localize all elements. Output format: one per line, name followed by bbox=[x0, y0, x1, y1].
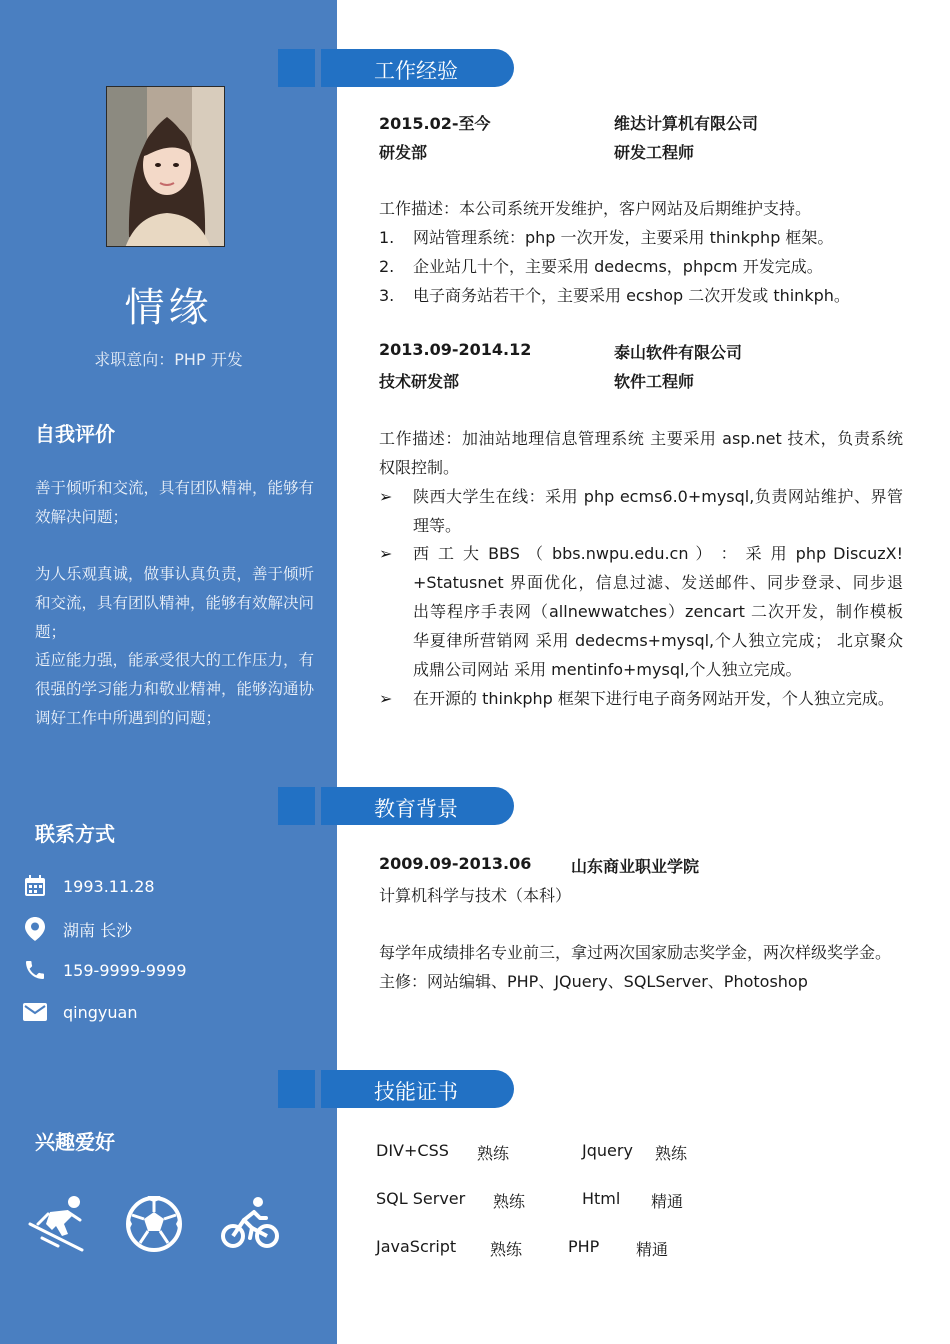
job1-description: 工作描述：本公司系统开发维护，客户网站及后期维护支持。 bbox=[379, 199, 812, 218]
contact-birthday bbox=[22, 873, 155, 899]
work-section-header bbox=[278, 49, 514, 87]
education-school: 山东商业职业学院 bbox=[571, 857, 700, 876]
job2-bullet-2: ➢ 西 工 大 BBS （ bbs.nwpu.edu.cn ） ： 采 用 php DiscuzX! +Statusnet 界面优化，信息过滤、发送邮件、同步登录、同步退 出等程序手表网（allnewwatches）zencart 二次开发，制作模板 华夏律所营销网 采用 dedecms+mysql,个人独立完成； 北京聚众 成鼎公司网站 采用 mentinfo+mysql,个人独立完成。 bbox=[379, 539, 903, 684]
bullet-arrow-icon: ➢ bbox=[379, 544, 393, 563]
phone-text: 159-9999-9999 bbox=[63, 960, 187, 980]
cycling-icon bbox=[220, 1194, 280, 1254]
calendar-icon bbox=[22, 873, 48, 899]
profile-photo bbox=[106, 86, 225, 247]
skills-section-title: 技能证书 bbox=[374, 1080, 458, 1104]
skill-name: DIV+CSS bbox=[376, 1141, 449, 1160]
job1-item-2: 2. 企业站几十个，主要采用 dedecms，phpcm 开发完成。 bbox=[379, 257, 823, 276]
job-intent: 求职意向：PHP 开发 bbox=[94, 350, 243, 369]
bullet-arrow-icon: ➢ bbox=[379, 689, 393, 708]
contact-phone bbox=[22, 957, 187, 983]
skill-level: 熟练 bbox=[490, 1240, 523, 1259]
contact-email bbox=[22, 999, 137, 1025]
job1-role: 研发工程师 bbox=[614, 143, 695, 162]
education-achievement: 每学年成绩排名专业前三，拿过两次国家励志奖学金，两次样级奖学金。 bbox=[379, 943, 892, 962]
email-icon bbox=[22, 999, 48, 1025]
location-pin-icon bbox=[22, 916, 48, 942]
job1-item-3: 3. 电子商务站若干个，主要采用 ecshop 二次开发或 thinkph。 bbox=[379, 286, 850, 305]
contact-heading: 联系方式 bbox=[35, 822, 115, 846]
skills-section-header bbox=[278, 1070, 514, 1108]
skiing-icon bbox=[28, 1194, 88, 1254]
candidate-name: 情缘 bbox=[124, 285, 213, 331]
job2-period: 2013.09-2014.12 bbox=[379, 340, 532, 359]
job2-company: 泰山软件有限公司 bbox=[614, 343, 743, 362]
self-eval-heading: 自我评价 bbox=[35, 422, 115, 446]
self-eval-paragraph-2: 为人乐观真诚，做事认真负责，善于倾听和交流，具有团队精神，能够有效解决问题； bbox=[35, 565, 315, 641]
job2-description-line-1: 工作描述：加油站地理信息管理系统 主要采用 asp.net 技术，负责系统 bbox=[379, 429, 903, 448]
job1-item-1: 1. 网站管理系统：php 一次开发，主要采用 thinkphp 框架。 bbox=[379, 228, 834, 247]
job2-bullet-1: ➢ 陕西大学生在线：采用 php ecms6.0+mysql,负责网站维护、界管 理等。 bbox=[379, 482, 903, 540]
skill-name: SQL Server bbox=[376, 1189, 466, 1208]
soccer-ball-icon bbox=[124, 1194, 184, 1254]
job2-dept: 技术研发部 bbox=[379, 372, 460, 391]
job1-company: 维达计算机有限公司 bbox=[614, 114, 759, 133]
phone-icon bbox=[22, 957, 48, 983]
contact-location bbox=[22, 916, 132, 942]
education-period: 2009.09-2013.06 bbox=[379, 854, 532, 873]
education-courses: 主修：网站编辑、PHP、JQuery、SQLServer、Photoshop bbox=[379, 972, 808, 991]
work-section-title: 工作经验 bbox=[374, 59, 458, 83]
self-eval-paragraph-3: 适应能力强，能承受很大的工作压力，有很强的学习能力和敬业精神，能够沟通协调好工作中所遇到的问题； bbox=[35, 651, 315, 727]
education-section-title: 教育背景 bbox=[374, 797, 458, 821]
education-major: 计算机科学与技术（本科） bbox=[379, 886, 572, 905]
self-eval-paragraph-1: 善于倾听和交流，具有团队精神，能够有效解决问题； bbox=[35, 479, 315, 526]
job2-description-line-2: 权限控制。 bbox=[379, 458, 460, 477]
skill-level: 精通 bbox=[636, 1240, 669, 1259]
bullet-arrow-icon: ➢ bbox=[379, 487, 393, 506]
hobbies-heading: 兴趣爱好 bbox=[35, 1130, 115, 1154]
job2-bullet-3: ➢ 在开源的 thinkphp 框架下进行电子商务网站开发，个人独立完成。 bbox=[379, 684, 903, 713]
job1-period: 2015.02-至今 bbox=[379, 114, 491, 133]
sidebar bbox=[0, 0, 337, 1344]
skill-level: 熟练 bbox=[477, 1144, 510, 1163]
job2-role: 软件工程师 bbox=[614, 372, 695, 391]
email-text: qingyuan bbox=[63, 1002, 138, 1022]
education-section-header bbox=[278, 787, 514, 825]
birthday-text: 1993.11.28 bbox=[63, 876, 155, 896]
skill-level: 熟练 bbox=[655, 1144, 688, 1163]
skill-name: JavaScript bbox=[376, 1237, 457, 1256]
location-text: 湖南 长沙 bbox=[63, 920, 133, 940]
skill-name: Jquery bbox=[582, 1141, 633, 1160]
job1-dept: 研发部 bbox=[379, 143, 428, 162]
skill-name: PHP bbox=[568, 1237, 600, 1256]
skill-level: 熟练 bbox=[493, 1192, 526, 1211]
skill-name: Html bbox=[582, 1189, 621, 1208]
skill-level: 精通 bbox=[651, 1192, 684, 1211]
